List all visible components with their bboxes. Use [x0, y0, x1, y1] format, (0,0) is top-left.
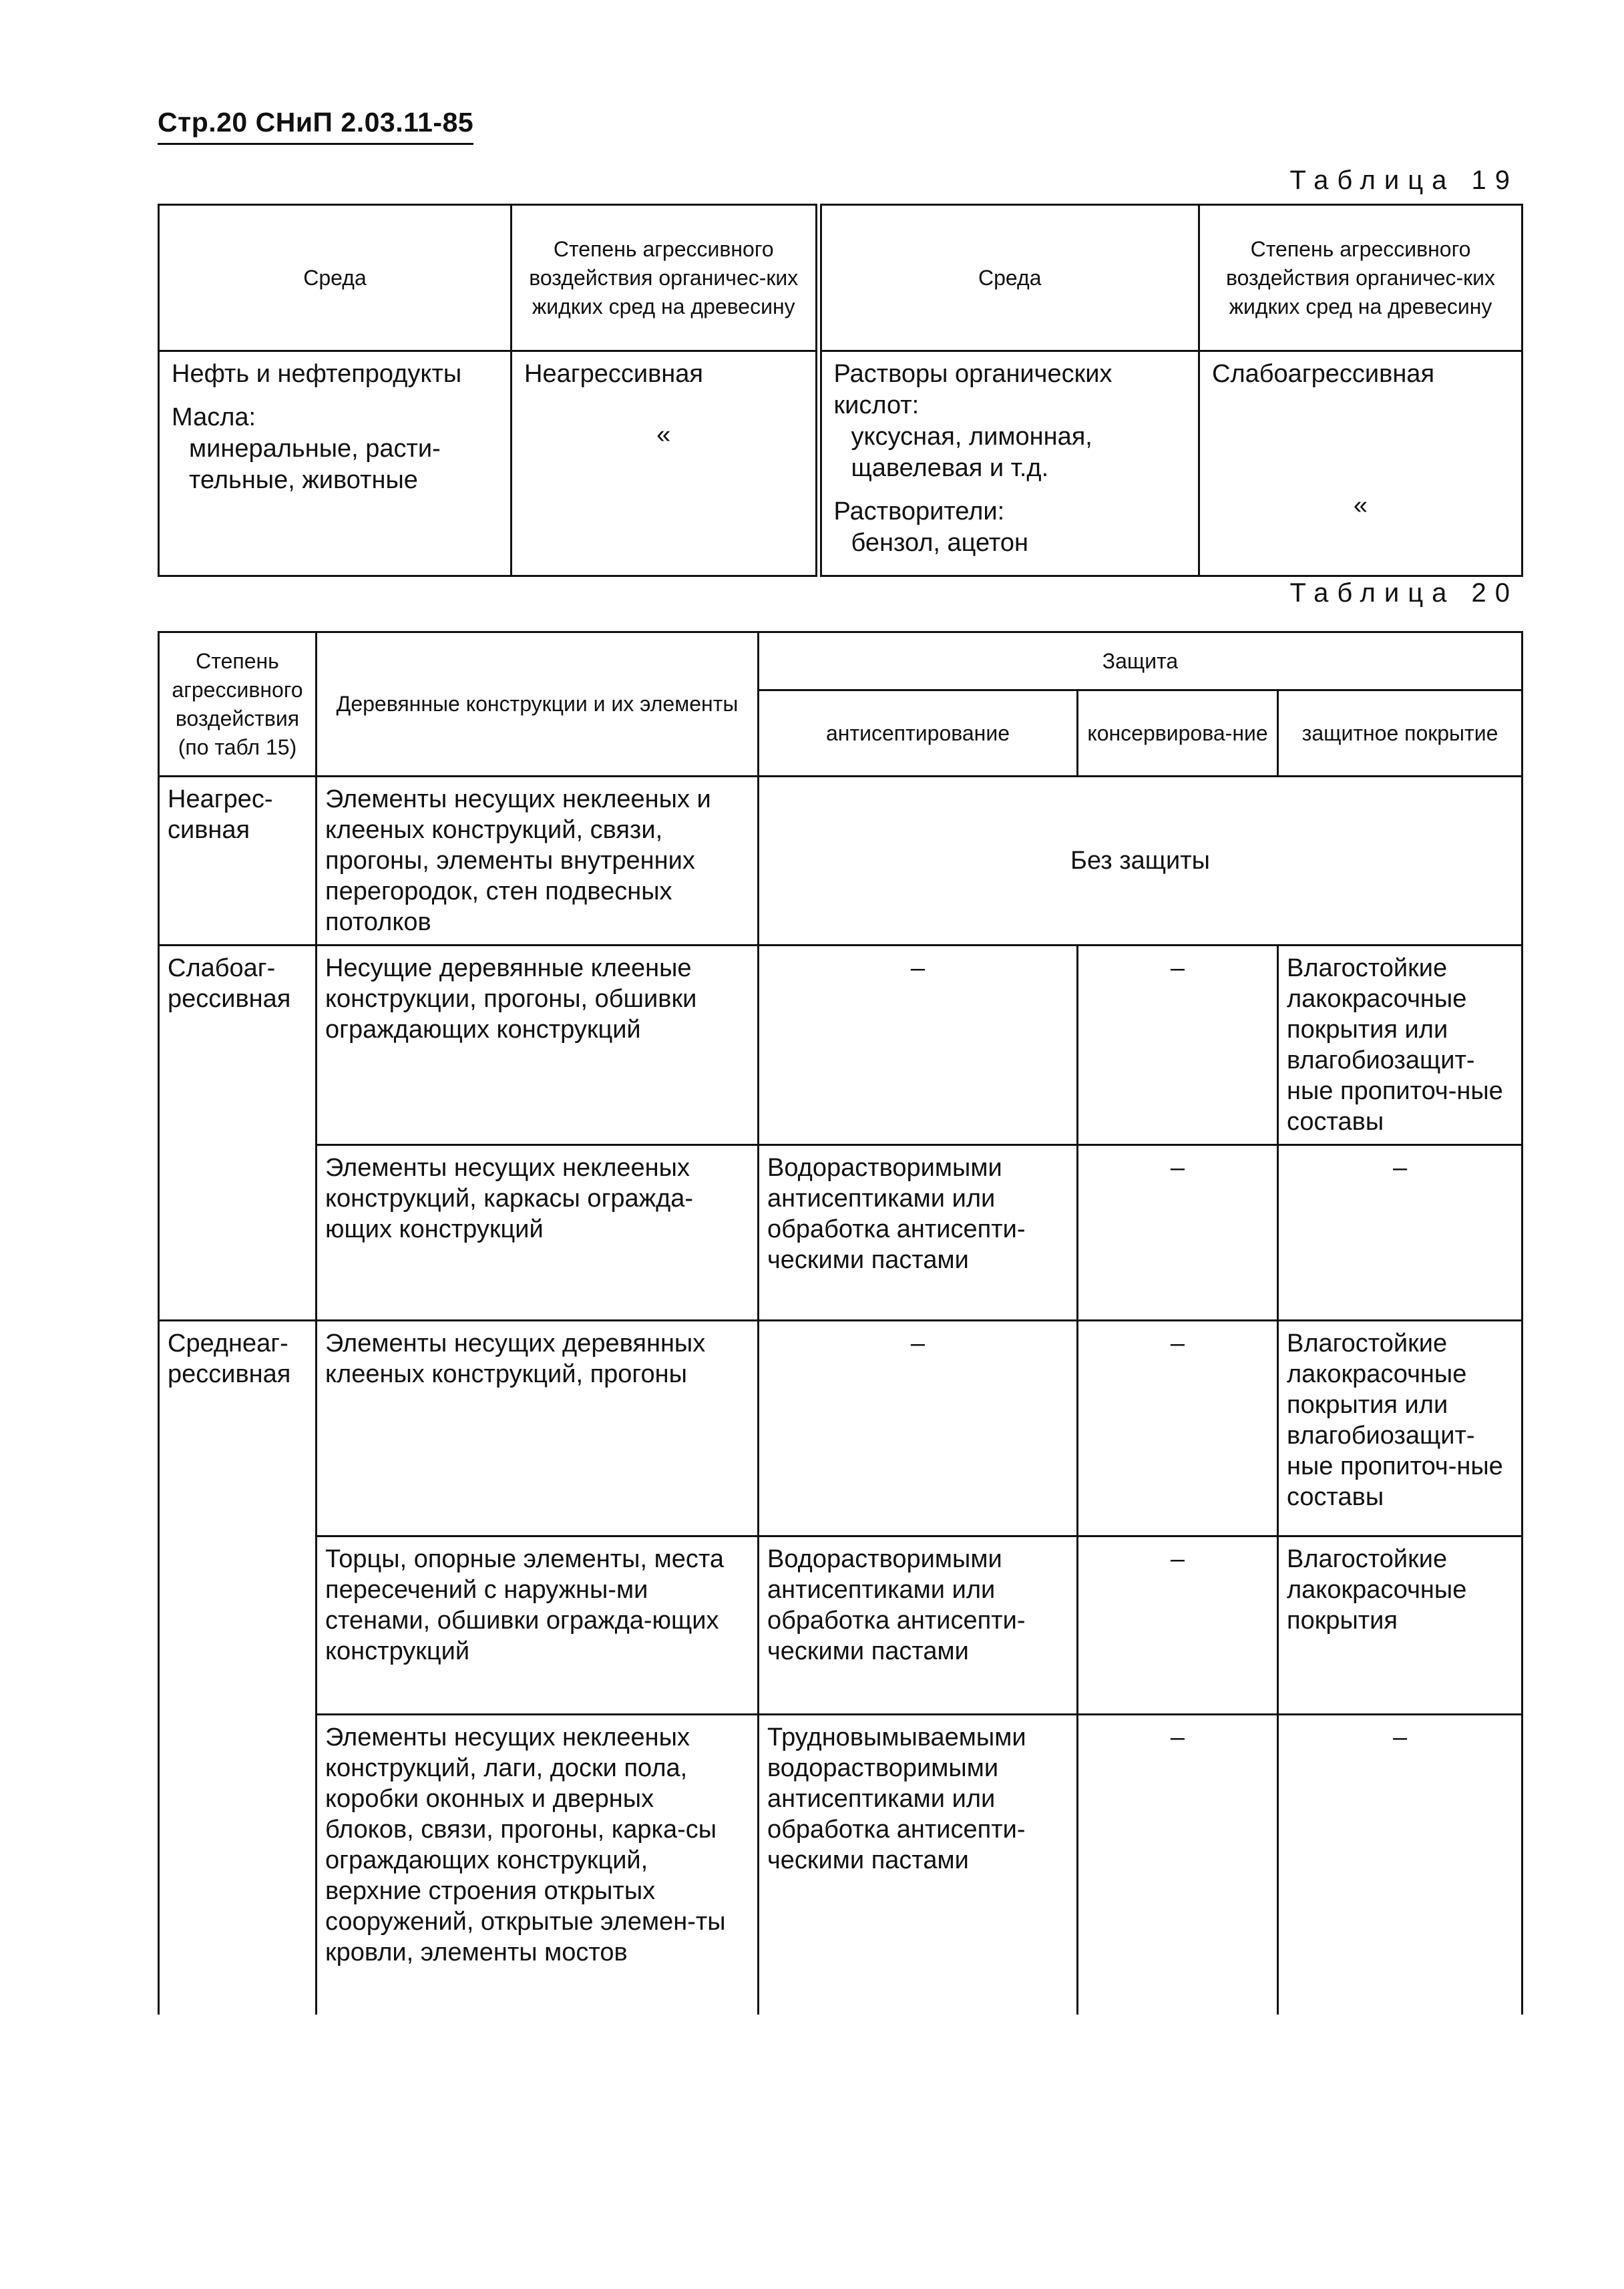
t20-conservation-cell: – — [1078, 1321, 1278, 1536]
page-header — [158, 107, 473, 138]
t20-coating-cell: – — [1278, 1145, 1522, 1321]
t19-solvents-title: Растворители: — [833, 497, 1005, 526]
t20-antiseptic-cell: – — [759, 1321, 1078, 1536]
t20-header-structures: Деревянные конструкции и их элементы — [317, 632, 759, 777]
t20-structure-cell: Торцы, опорные элементы, места пересечений с наружны-ми стенами, обшивки огражда-ющих конструкций — [317, 1536, 759, 1715]
t20-header-row-1 — [159, 632, 1522, 690]
table-row — [159, 777, 1522, 946]
t20-structure-cell: Элементы несущих неклееных конструкций, каркасы огражда-ющих конструкций — [317, 1145, 759, 1321]
t20-coating-cell: Влагостойкие лакокрасочные покрытия — [1278, 1536, 1522, 1715]
table-19-header-row — [159, 205, 1522, 351]
t19-oils-title: Масла: — [172, 403, 256, 431]
t20-antiseptic-cell: Трудновымываемыми водорастворимыми антисептиками или обработка антисепти-ческими пастами — [759, 1715, 1078, 2015]
t20-structure-cell: Несущие деревянные клееные конструкции, прогоны, обшивки ограждающих конструкций — [317, 946, 759, 1145]
t20-structure-cell: Элементы несущих деревянных клееных конструкций, прогоны — [317, 1321, 759, 1536]
t20-antiseptic-cell: Водорастворимыми антисептиками или обработка антисепти-ческими пастами — [759, 1145, 1078, 1321]
t19-environment-left — [159, 351, 512, 576]
t20-conservation-cell: – — [1078, 1145, 1278, 1321]
t20-header-conservation: консервирова-ние — [1078, 690, 1278, 777]
table-row — [159, 1715, 1522, 2015]
header-underline — [158, 143, 473, 145]
t20-coating-cell: – — [1278, 1715, 1522, 2015]
t19-header-degree-2: Степень агрессивного воздействия органичес-ких жидких сред на древесину — [1199, 205, 1522, 351]
table-19 — [158, 204, 1523, 577]
t20-header-antiseptic: антисептирование — [759, 690, 1078, 777]
table-19-row — [159, 351, 1522, 576]
t20-conservation-cell: – — [1078, 1715, 1278, 2015]
table-19-caption: Таблица 19 — [1289, 166, 1518, 195]
t19-acids-title: Растворы органических кислот: — [833, 360, 1112, 419]
t20-conservation-cell: – — [1078, 946, 1278, 1145]
table-20 — [158, 631, 1523, 2015]
t19-degree-weak: Слабоагрессивная — [1212, 360, 1435, 388]
t19-oil: Нефть и нефтепродукты — [172, 360, 462, 388]
t20-structure-cell: Элементы несущих неклееных и клееных конструкций, связи, прогоны, элементы внутренних перегородок, стен подвесных потолков — [317, 777, 759, 946]
t19-degree-nonaggressive: Неагрессивная — [524, 360, 703, 388]
t19-degree-left — [512, 351, 819, 576]
t20-header-coating: защитное покрытие — [1278, 690, 1522, 777]
table-row — [159, 1536, 1522, 1715]
table-row — [159, 946, 1522, 1145]
t20-degree-cell: Среднеаг-рессивная — [159, 1321, 317, 2015]
t19-solvents-sub: бензол, ацетон — [851, 529, 1028, 557]
table-row — [159, 1321, 1522, 1536]
t19-acids-sub: уксусная, лимонная, щавелевая и т.д. — [851, 423, 1092, 482]
table-row — [159, 1145, 1522, 1321]
t20-coating-cell: Влагостойкие лакокрасочные покрытия или влагобиозащит-ные пропиточ-ные составы — [1278, 946, 1522, 1145]
t20-structure-cell: Элементы несущих неклееных конструкций, лаги, доски пола, коробки оконных и дверных блоков, связи, прогоны, карка-сы ограждающих конструкций, верхние строения открытых сооружений, открытые элемен-ты кровли, элементы мостов — [317, 1715, 759, 2015]
t19-header-environment: Среда — [159, 205, 512, 351]
t19-ditto-mark-2: « — [1353, 491, 1368, 519]
t20-antiseptic-cell: – — [759, 946, 1078, 1145]
page-header-text: Стр.20 СНиП 2.03.11-85 — [158, 107, 474, 138]
table-20-caption: Таблица 20 — [1289, 578, 1518, 608]
t20-header-protection: Защита — [759, 632, 1522, 690]
t20-header-degree: Степень агрессивного воздействия (по табл 15) — [159, 632, 317, 777]
t20-conservation-cell: – — [1078, 1536, 1278, 1715]
t20-degree-cell: Неагрес-сивная — [159, 777, 317, 946]
t19-ditto-mark: « — [656, 421, 671, 449]
t20-degree-cell: Слабоаг-рессивная — [159, 946, 317, 1321]
t19-environment-right — [819, 351, 1199, 576]
t20-coating-cell: Влагостойкие лакокрасочные покрытия или влагобиозащит-ные пропиточ-ные составы — [1278, 1321, 1522, 1536]
t19-header-degree: Степень агрессивного воздействия органичес-ких жидких сред на древесину — [512, 205, 819, 351]
t20-no-protection-cell: Без защиты — [759, 777, 1522, 946]
t19-degree-right — [1199, 351, 1522, 576]
t20-antiseptic-cell: Водорастворимыми антисептиками или обработка антисепти-ческими пастами — [759, 1536, 1078, 1715]
t19-header-environment-2: Среда — [819, 205, 1199, 351]
t19-oils-sub: минеральные, расти-тельные, животные — [189, 435, 441, 494]
